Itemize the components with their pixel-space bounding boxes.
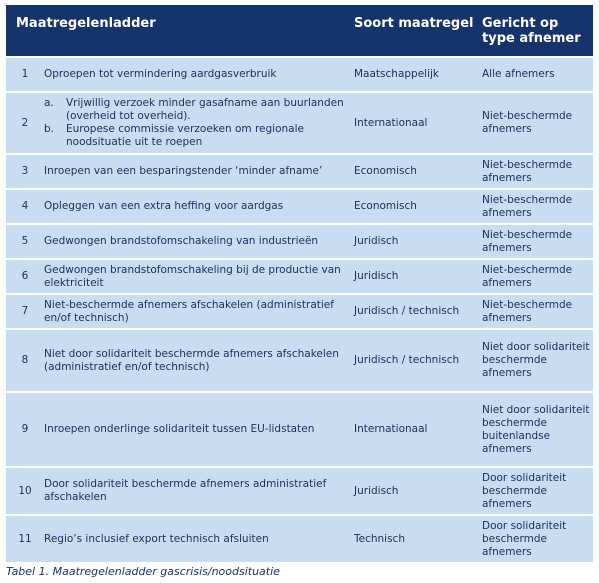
sub-item-letter: a. <box>44 97 54 109</box>
row-description: Gedwongen brandstofomschakeling van industrieën <box>44 235 319 247</box>
row-soort: Internationaal <box>354 423 428 435</box>
table-row <box>6 293 593 328</box>
row-description: Door solidariteit beschermde afnemers administratief afschakelen <box>44 478 327 503</box>
row-gericht: Niet-beschermde afnemers <box>482 193 573 219</box>
row-soort: Juridisch / technisch <box>354 305 460 317</box>
row-gericht: Niet-beschermde afnemers <box>482 110 573 135</box>
row-soort: Technisch <box>354 532 405 545</box>
sub-item-b <box>44 123 344 149</box>
row-number: 3 <box>21 165 29 177</box>
row-gericht: Niet door solidariteit beschermde afnemers <box>482 341 590 379</box>
table-row <box>6 391 593 466</box>
table-caption: Tabel 1. Maatregelenladder gascrisis/noodsituatie <box>6 565 280 578</box>
measures-table <box>6 5 593 562</box>
table-row <box>6 258 593 293</box>
sub-item-a <box>44 97 344 123</box>
row-gericht: Niet-beschermde afnemers <box>482 263 573 289</box>
row-soort: Maatschappelijk <box>354 68 439 80</box>
row-soort: Economisch <box>354 165 417 177</box>
row-description: Inroepen van een besparingstender ‘minder afname’ <box>44 165 323 177</box>
header-maatregelenladder: Maatregelenladder <box>16 16 156 31</box>
row-soort: Juridisch <box>354 484 399 497</box>
table-row <box>6 153 593 188</box>
row-description: Regio’s inclusief export technisch afsluiten <box>44 532 269 545</box>
sub-item-letter: b. <box>44 123 55 135</box>
row-gericht: Niet-beschermde afnemers <box>482 298 573 324</box>
row-description <box>44 93 348 153</box>
row-soort: Juridisch <box>354 235 399 247</box>
row-number: 11 <box>18 532 32 545</box>
row-gericht: Door solidariteit beschermde afnemers <box>482 519 567 558</box>
row-soort: Internationaal <box>354 116 428 129</box>
row-number: 9 <box>21 423 29 435</box>
row-gericht: Niet-beschermde afnemers <box>482 158 573 184</box>
table-row <box>6 466 593 514</box>
table-row <box>6 514 593 562</box>
row-description: Niet door solidariteit beschermde afnemers afschakelen (administratief en/of technisch) <box>44 347 339 373</box>
row-soort: Juridisch <box>354 270 399 282</box>
row-number: 8 <box>21 354 29 366</box>
row-number: 6 <box>21 270 29 282</box>
row-number: 5 <box>21 235 29 247</box>
table-row <box>6 91 593 153</box>
table-row <box>6 188 593 223</box>
table-row <box>6 56 593 91</box>
row-number: 1 <box>21 68 29 80</box>
table-header <box>6 5 593 56</box>
sub-item-text: Europese commissie verzoeken om regionale noodsituatie uit te roepen <box>66 123 304 148</box>
row-number: 4 <box>21 200 29 212</box>
row-description: Inroepen onderlinge solidariteit tussen EU-lidstaten <box>44 423 315 435</box>
row-soort: Juridisch / technisch <box>354 354 460 366</box>
row-description: Oproepen tot vermindering aardgasverbruik <box>44 68 277 80</box>
row-number: 10 <box>18 484 32 497</box>
row-gericht: Alle afnemers <box>482 68 555 80</box>
row-description: Gedwongen brandstofomschakeling bij de productie van elektriciteit <box>44 263 341 289</box>
row-gericht: Niet door solidariteit beschermde buitenlandse afnemers <box>482 403 590 455</box>
row-soort: Economisch <box>354 200 417 212</box>
table-row <box>6 328 593 391</box>
row-description: Opleggen van een extra heffing voor aardgas <box>44 200 284 212</box>
table-row <box>6 223 593 258</box>
row-gericht: Door solidariteit beschermde afnemers <box>482 471 567 510</box>
header-gericht-op: Gericht op type afnemer <box>482 16 581 46</box>
row-description: Niet-beschermde afnemers afschakelen (administratief en/of technisch) <box>44 298 334 324</box>
row-number: 2 <box>21 116 29 129</box>
header-soort-maatregel: Soort maatregel <box>354 16 474 31</box>
row-number: 7 <box>21 305 29 317</box>
row-gericht: Niet-beschermde afnemers <box>482 228 573 254</box>
sub-item-text: Vrijwillig verzoek minder gasafname aan buurlanden (overheid tot overheid). <box>66 97 344 122</box>
